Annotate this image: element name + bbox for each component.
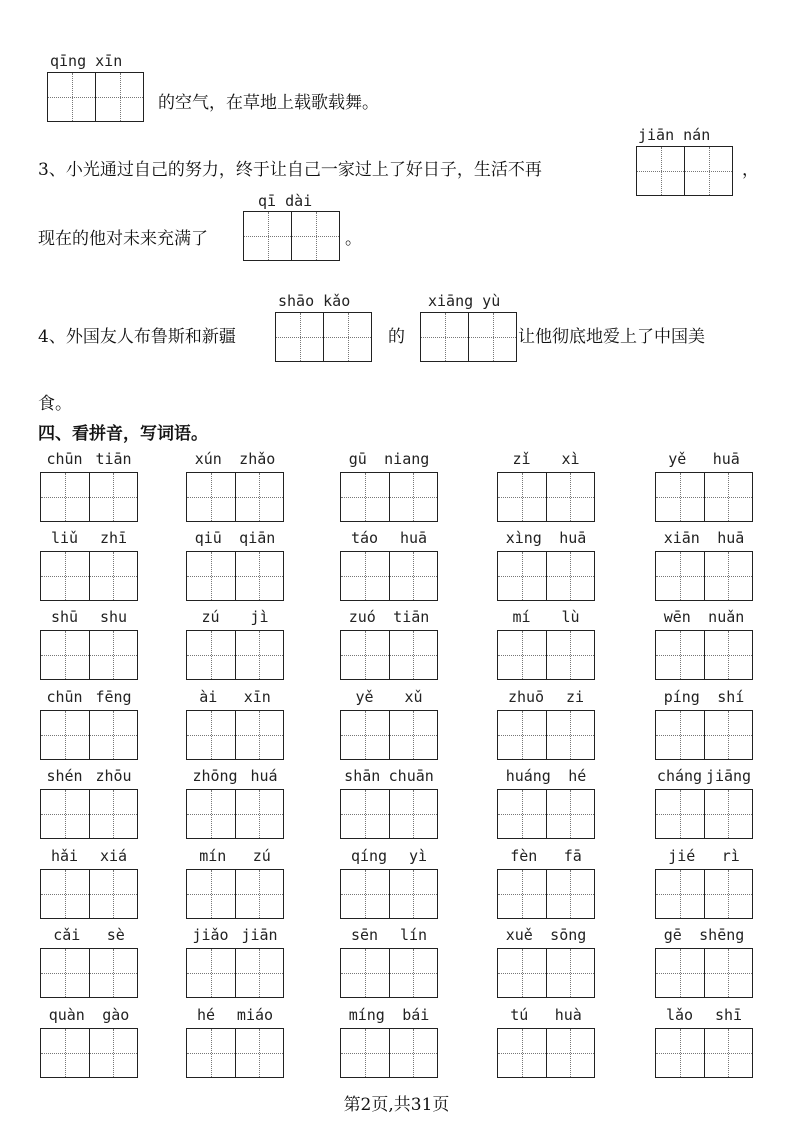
answer-box[interactable] <box>186 630 284 680</box>
answer-box[interactable] <box>40 472 138 522</box>
answer-box-jiannan[interactable] <box>636 146 733 196</box>
pinyin-label <box>497 688 595 708</box>
pinyin-syllable: xīn <box>243 688 271 706</box>
pinyin-syllable: jiǎo <box>192 926 229 944</box>
answer-box[interactable] <box>655 551 753 601</box>
pinyin-label <box>655 1006 753 1026</box>
pinyin-syllable: xìng <box>505 529 542 547</box>
pinyin-syllable: chūn <box>46 688 83 706</box>
pinyin-label <box>497 847 595 867</box>
pinyin-syllable: xiān <box>663 529 700 547</box>
pinyin-label <box>40 926 138 946</box>
pinyin-label <box>340 1006 438 1026</box>
pinyin-label <box>186 450 284 470</box>
answer-box[interactable] <box>340 789 438 839</box>
pinyin-syllable: huà <box>554 1006 582 1024</box>
pinyin-label <box>40 529 138 549</box>
pinyin-label <box>340 608 438 628</box>
pinyin-label <box>655 926 753 946</box>
pinyin-syllable: xiá <box>99 847 128 865</box>
answer-box-shaokao[interactable] <box>275 312 372 362</box>
pinyin-syllable: cháng <box>656 767 703 785</box>
pinyin-syllable: sōng <box>550 926 587 944</box>
pinyin-syllable: liǔ <box>50 529 79 547</box>
pinyin-syllable: qiān <box>239 529 276 547</box>
pinyin-xiangyu: xiāng yù <box>428 292 501 310</box>
pinyin-label <box>40 847 138 867</box>
pinyin-syllable: ài <box>199 688 218 706</box>
pinyin-syllable: cǎi <box>53 926 81 944</box>
answer-box[interactable] <box>655 948 753 998</box>
pinyin-syllable: zhōu <box>95 767 132 785</box>
section-heading: 四、看拼音，写词语。 <box>38 424 208 444</box>
pinyin-syllable: yì <box>408 847 428 865</box>
answer-box[interactable] <box>340 551 438 601</box>
answer-box[interactable] <box>497 551 595 601</box>
answer-box[interactable] <box>186 1028 284 1078</box>
pinyin-label <box>340 847 438 867</box>
pinyin-syllable: miáo <box>236 1006 274 1024</box>
pinyin-label <box>497 767 595 787</box>
pinyin-syllable: jiān <box>241 926 278 944</box>
pinyin-syllable: qíng <box>350 847 388 865</box>
pinyin-syllable: qiū <box>194 529 222 547</box>
pinyin-label <box>655 608 753 628</box>
pinyin-syllable: tiān <box>95 450 132 468</box>
pinyin-syllable: lín <box>399 926 428 944</box>
pinyin-syllable: chūn <box>46 450 83 468</box>
pinyin-syllable: zhǎo <box>239 450 276 468</box>
pinyin-syllable: fèn <box>510 847 538 865</box>
pinyin-syllable: huá <box>250 767 278 785</box>
pinyin-label <box>186 767 284 787</box>
pinyin-label <box>655 450 753 470</box>
pinyin-syllable: zi <box>565 688 585 706</box>
pinyin-syllable: sè <box>106 926 125 944</box>
pinyin-label <box>40 767 138 787</box>
pinyin-label <box>40 1006 138 1026</box>
pinyin-syllable: wēn <box>663 608 691 626</box>
answer-box[interactable] <box>40 1028 138 1078</box>
page-footer: 第2页,共31页 <box>343 1095 450 1115</box>
pinyin-label <box>340 450 438 470</box>
answer-box[interactable] <box>340 869 438 919</box>
answer-box[interactable] <box>497 948 595 998</box>
answer-box-xiangyu[interactable] <box>420 312 517 362</box>
answer-box[interactable] <box>497 630 595 680</box>
pinyin-syllable: míng <box>348 1006 385 1024</box>
pinyin-syllable: táo <box>350 529 379 547</box>
pinyin-label <box>655 688 753 708</box>
answer-box-qingxin[interactable] <box>47 72 144 122</box>
pinyin-syllable: zhōng <box>192 767 238 785</box>
answer-box[interactable] <box>186 869 284 919</box>
pinyin-syllable: mí <box>512 608 531 626</box>
pinyin-label <box>40 450 138 470</box>
pinyin-syllable: jì <box>250 608 269 626</box>
pinyin-syllable: huā <box>559 529 587 547</box>
pinyin-syllable: tú <box>510 1006 529 1024</box>
pinyin-syllable: huā <box>717 529 745 547</box>
pinyin-syllable: shī <box>714 1006 743 1024</box>
pinyin-label <box>497 1006 595 1026</box>
pinyin-syllable: zhuō <box>507 688 545 706</box>
pinyin-syllable: zhī <box>99 529 128 547</box>
pinyin-syllable: gào <box>102 1006 130 1024</box>
pinyin-label <box>497 529 595 549</box>
answer-box[interactable] <box>340 630 438 680</box>
pinyin-shaokao: shāo kǎo <box>278 292 351 310</box>
pinyin-syllable: chuān <box>388 767 434 785</box>
answer-box[interactable] <box>497 789 595 839</box>
pinyin-syllable: zú <box>201 608 220 626</box>
pinyin-label <box>186 926 284 946</box>
q3-period: 。 <box>345 229 362 249</box>
answer-box[interactable] <box>40 869 138 919</box>
pinyin-label <box>497 450 595 470</box>
pinyin-syllable: zú <box>252 847 271 865</box>
answer-box[interactable] <box>655 630 753 680</box>
pinyin-syllable: hé <box>568 767 587 785</box>
pinyin-syllable: gū <box>348 450 367 468</box>
pinyin-syllable: xuě <box>505 926 533 944</box>
answer-box[interactable] <box>40 948 138 998</box>
answer-box[interactable] <box>655 710 753 760</box>
answer-box[interactable] <box>655 1028 753 1078</box>
answer-box[interactable] <box>40 551 138 601</box>
q2-text: 的空气，在草地上载歌载舞。 <box>158 93 379 113</box>
pinyin-syllable: hǎi <box>50 847 79 865</box>
pinyin-syllable: huā <box>712 450 740 468</box>
pinyin-syllable: tiān <box>393 608 430 626</box>
pinyin-label <box>186 688 284 708</box>
pinyin-qidai: qī dài <box>258 192 313 210</box>
answer-box[interactable] <box>497 1028 595 1078</box>
answer-box[interactable] <box>340 710 438 760</box>
answer-box[interactable] <box>340 948 438 998</box>
pinyin-syllable: jiāng <box>705 767 752 785</box>
answer-box[interactable] <box>186 710 284 760</box>
pinyin-label <box>186 847 284 867</box>
pinyin-qingxin: qīng xīn <box>50 52 123 70</box>
answer-box[interactable] <box>655 869 753 919</box>
answer-box[interactable] <box>186 789 284 839</box>
pinyin-syllable: xì <box>561 450 580 468</box>
pinyin-label <box>340 926 438 946</box>
q3-comma: ， <box>742 160 759 180</box>
pinyin-syllable: niang <box>384 450 430 468</box>
pinyin-syllable: bái <box>402 1006 430 1024</box>
pinyin-label <box>40 608 138 628</box>
pinyin-syllable: rì <box>721 847 740 865</box>
answer-box[interactable] <box>40 789 138 839</box>
answer-box[interactable] <box>497 869 595 919</box>
pinyin-syllable: huáng <box>505 767 551 785</box>
pinyin-syllable: xún <box>194 450 222 468</box>
pinyin-syllable: lù <box>561 608 580 626</box>
q3-line2: 现在的他对未来充满了 <box>38 229 208 249</box>
pinyin-syllable: shū <box>50 608 79 626</box>
pinyin-syllable: fā <box>563 847 582 865</box>
answer-box[interactable] <box>40 630 138 680</box>
pinyin-jiannan: jiān nán <box>638 126 711 144</box>
pinyin-label <box>340 688 438 708</box>
pinyin-syllable: nuǎn <box>708 608 745 626</box>
pinyin-syllable: shí <box>717 688 745 706</box>
answer-box[interactable] <box>340 1028 438 1078</box>
pinyin-label <box>340 529 438 549</box>
pinyin-label <box>655 529 753 549</box>
q4-line1a: 4、外国友人布鲁斯和新疆 <box>38 327 236 347</box>
answer-box[interactable] <box>497 472 595 522</box>
pinyin-syllable: hé <box>196 1006 216 1024</box>
pinyin-label <box>655 847 753 867</box>
answer-box-qidai[interactable] <box>243 211 340 261</box>
answer-box[interactable] <box>655 472 753 522</box>
pinyin-label <box>40 688 138 708</box>
pinyin-syllable: zuó <box>348 608 376 626</box>
pinyin-syllable: huā <box>399 529 428 547</box>
answer-box[interactable] <box>497 710 595 760</box>
answer-box[interactable] <box>186 551 284 601</box>
pinyin-syllable: shān <box>344 767 381 785</box>
pinyin-label <box>655 767 753 787</box>
pinyin-syllable: jié <box>668 847 696 865</box>
answer-box[interactable] <box>40 710 138 760</box>
q4-line1b: 让他彻底地爱上了中国美 <box>518 327 705 347</box>
q4-line2: 食。 <box>38 394 72 414</box>
pinyin-syllable: lǎo <box>665 1006 694 1024</box>
q4-mid: 的 <box>388 327 405 347</box>
pinyin-syllable: shu <box>99 608 128 626</box>
pinyin-label <box>497 926 595 946</box>
pinyin-syllable: zǐ <box>512 450 531 468</box>
pinyin-syllable: sēn <box>350 926 379 944</box>
pinyin-syllable: mín <box>199 847 227 865</box>
pinyin-syllable: shēng <box>699 926 745 944</box>
pinyin-label <box>340 767 438 787</box>
answer-box[interactable] <box>655 789 753 839</box>
pinyin-label <box>497 608 595 628</box>
answer-box[interactable] <box>186 948 284 998</box>
q3-line1: 3、小光通过自己的努力，终于让自己一家过上了好日子，生活不再 <box>38 160 542 180</box>
pinyin-syllable: yě <box>668 450 687 468</box>
pinyin-syllable: shén <box>46 767 83 785</box>
pinyin-syllable: gē <box>663 926 682 944</box>
pinyin-label <box>186 529 284 549</box>
pinyin-label <box>186 1006 284 1026</box>
pinyin-label <box>186 608 284 628</box>
answer-box[interactable] <box>340 472 438 522</box>
answer-box[interactable] <box>186 472 284 522</box>
pinyin-syllable: yě <box>355 688 374 706</box>
pinyin-syllable: fēng <box>95 688 132 706</box>
pinyin-syllable: quàn <box>48 1006 85 1024</box>
pinyin-syllable: xǔ <box>404 688 423 706</box>
pinyin-syllable: píng <box>663 688 700 706</box>
